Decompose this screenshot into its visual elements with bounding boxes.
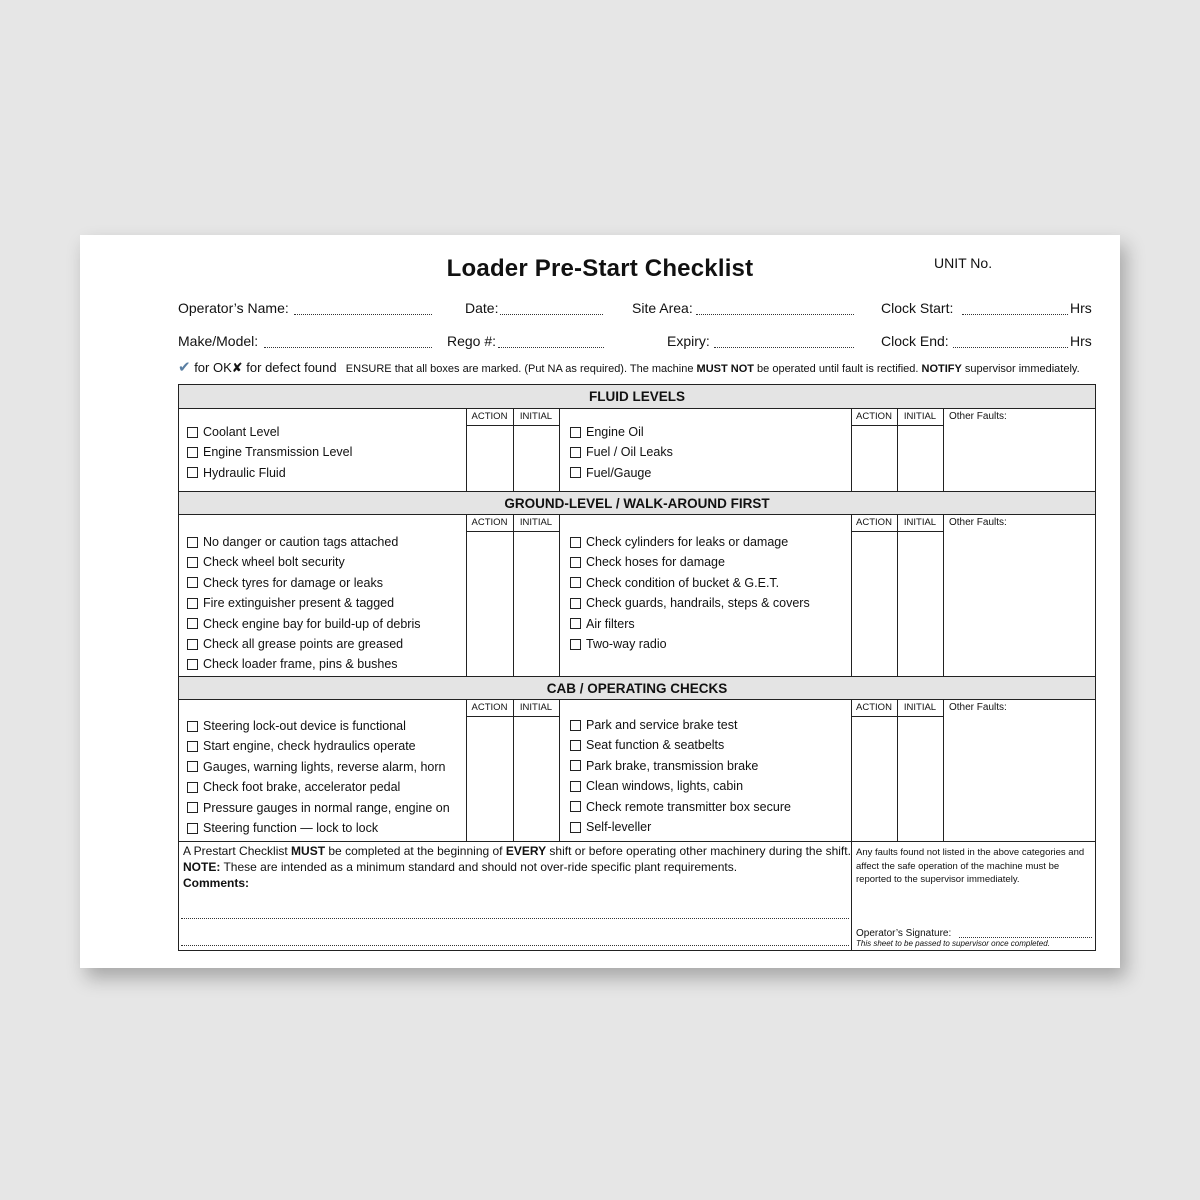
- checklist-item-label: Check engine bay for build-up of debris: [203, 616, 421, 631]
- initial-column-header: INITIAL: [903, 411, 937, 422]
- clock-start-label: Clock Start:: [881, 300, 954, 316]
- checklist-item-label: Check foot brake, accelerator pedal: [203, 780, 401, 795]
- cross-icon: ✘: [231, 360, 243, 375]
- checkbox-icon[interactable]: [187, 598, 198, 609]
- initial-column-header: INITIAL: [903, 517, 937, 528]
- column-divider: [513, 700, 514, 841]
- signature-field[interactable]: [959, 937, 1092, 938]
- checkbox-icon[interactable]: [570, 639, 581, 650]
- checklist-item[interactable]: [570, 718, 737, 732]
- checklist-table: [178, 384, 1096, 951]
- date-field[interactable]: [500, 314, 603, 315]
- action-column-header: ACTION: [856, 517, 892, 528]
- checkbox-icon[interactable]: [570, 557, 581, 568]
- checklist-item-label: Check cylinders for leaks or damage: [586, 535, 789, 549]
- checklist-item[interactable]: [570, 466, 651, 480]
- checklist-item[interactable]: [570, 445, 673, 459]
- rego-label: Rego #:: [447, 333, 497, 349]
- checklist-item-label: Air filters: [586, 616, 635, 631]
- checkbox-icon[interactable]: [187, 823, 198, 834]
- checklist-item-label: Park brake, transmission brake: [586, 758, 759, 773]
- site-area-field[interactable]: [696, 314, 854, 315]
- checklist-item[interactable]: [570, 637, 667, 651]
- checklist-item[interactable]: [570, 800, 791, 814]
- checkbox-icon[interactable]: [187, 618, 198, 629]
- checklist-item-label: No danger or caution tags attached: [203, 535, 399, 549]
- checkbox-icon[interactable]: [570, 447, 581, 458]
- checklist-item[interactable]: [570, 535, 788, 549]
- checkbox-icon[interactable]: [187, 467, 198, 478]
- checklist-item[interactable]: [187, 657, 398, 671]
- checklist-item-label: Hydraulic Fluid: [203, 465, 286, 480]
- checkbox-icon[interactable]: [187, 659, 198, 670]
- checklist-item-label: Seat function & seatbelts: [586, 738, 725, 753]
- other-faults-label: Other Faults:: [949, 702, 1007, 713]
- comments-line-1[interactable]: [181, 918, 849, 919]
- checkbox-icon[interactable]: [187, 537, 198, 548]
- checklist-item-label: Check tyres for damage or leaks: [203, 575, 383, 590]
- checklist-item-label: Check hoses for damage: [586, 555, 725, 570]
- other-faults-label: Other Faults:: [949, 411, 1007, 422]
- checklist-item[interactable]: [187, 739, 416, 753]
- checklist-item[interactable]: [570, 425, 644, 439]
- action-column-header: ACTION: [856, 411, 892, 422]
- column-divider: [559, 409, 560, 491]
- column-divider: [466, 700, 467, 841]
- checklist-item[interactable]: [187, 445, 352, 459]
- checkbox-icon[interactable]: [570, 598, 581, 609]
- clock-start-field[interactable]: [962, 314, 1068, 315]
- checkbox-icon[interactable]: [187, 721, 198, 732]
- checklist-item[interactable]: [187, 821, 378, 835]
- checklist-item[interactable]: [570, 738, 724, 752]
- checklist-item[interactable]: [187, 596, 394, 610]
- column-divider: [559, 700, 560, 841]
- checkbox-icon[interactable]: [570, 577, 581, 588]
- checklist-item[interactable]: [570, 576, 779, 590]
- column-divider: [559, 515, 560, 676]
- column-divider: [466, 515, 467, 676]
- checkbox-icon[interactable]: [187, 741, 198, 752]
- clock-end-label: Clock End:: [881, 333, 949, 349]
- checkbox-icon[interactable]: [187, 761, 198, 772]
- initial-column-header: INITIAL: [519, 517, 553, 528]
- checklist-item-label: Check loader frame, pins & bushes: [203, 657, 398, 672]
- checkbox-icon[interactable]: [570, 467, 581, 478]
- column-divider: [851, 700, 852, 841]
- checklist-item-label: Check condition of bucket & G.E.T.: [586, 575, 780, 590]
- checklist-item[interactable]: [187, 760, 445, 774]
- date-label: Date:: [465, 300, 499, 316]
- column-divider: [513, 515, 514, 676]
- checklist-item-label: Steering lock-out device is functional: [203, 719, 406, 733]
- other-faults-label: Other Faults:: [949, 517, 1007, 528]
- checkbox-icon[interactable]: [187, 639, 198, 650]
- checklist-item[interactable]: [187, 576, 383, 590]
- checkbox-icon[interactable]: [570, 740, 581, 751]
- checklist-item[interactable]: [187, 535, 398, 549]
- checklist-item-label: Check remote transmitter box secure: [586, 799, 791, 814]
- column-divider: [943, 700, 944, 841]
- checklist-item[interactable]: [570, 779, 743, 793]
- operator-name-field[interactable]: [294, 314, 432, 315]
- checkbox-icon[interactable]: [570, 427, 581, 438]
- checklist-item-label: Engine Transmission Level: [203, 445, 353, 460]
- checklist-item[interactable]: [187, 801, 450, 815]
- checklist-item[interactable]: [570, 617, 635, 631]
- column-header-underline: [851, 531, 943, 532]
- make-model-label: Make/Model:: [178, 333, 259, 349]
- rego-field[interactable]: [498, 347, 604, 348]
- checklist-item[interactable]: [187, 555, 345, 569]
- checklist-item[interactable]: [187, 466, 286, 480]
- checklist-item[interactable]: [570, 596, 810, 610]
- checklist-item[interactable]: [570, 820, 651, 834]
- checklist-item[interactable]: [187, 617, 421, 631]
- checkbox-icon[interactable]: [187, 447, 198, 458]
- comments-line-2[interactable]: [181, 945, 849, 946]
- site-area-label: Site Area:: [632, 300, 693, 316]
- footer-instructions: A Prestart Checklist MUST be completed at the beginning of EVERY shift or before operating other machinery during the shift. NOTE: These are intended as a minimum standard and should not over-ride specific plant requirements. Comments:: [183, 844, 851, 890]
- checklist-item-label: Fuel / Oil Leaks: [586, 445, 673, 460]
- checklist-item-label: Fuel/Gauge: [586, 465, 652, 480]
- column-header-underline: [466, 425, 559, 426]
- action-column-header: ACTION: [471, 702, 508, 713]
- column-header-underline: [851, 425, 943, 426]
- hrs-start-label: Hrs: [1070, 300, 1092, 316]
- checkbox-icon[interactable]: [570, 537, 581, 548]
- checkbox-icon[interactable]: [570, 781, 581, 792]
- checkbox-icon[interactable]: [570, 801, 581, 812]
- checklist-item[interactable]: [187, 425, 279, 439]
- footer-fault-note: Any faults found not listed in the above categories and affect the safe operation of the machine must be reported to the supervisor immediately.: [856, 847, 1085, 885]
- checkbox-icon[interactable]: [187, 782, 198, 793]
- instructions-line: ✔ for OK✘ for defect found ENSURE that all boxes are marked. (Put NA as required). The machine MUST NOT be operated until fault is rectified. NOTIFY supervisor immediately.: [178, 359, 1080, 376]
- section-header: GROUND-LEVEL / WALK-AROUND FIRST: [179, 491, 1095, 515]
- checkbox-icon[interactable]: [570, 760, 581, 771]
- checklist-item-label: Fire extinguisher present & tagged: [203, 596, 395, 611]
- checklist-item-label: Start engine, check hydraulics operate: [203, 739, 416, 754]
- signature-label: Operator’s Signature:: [856, 928, 952, 939]
- expiry-field[interactable]: [714, 347, 854, 348]
- checklist-item-label: Coolant Level: [203, 425, 280, 439]
- action-column-header: ACTION: [856, 702, 892, 713]
- initial-column-header: INITIAL: [519, 702, 553, 713]
- checkbox-icon[interactable]: [187, 557, 198, 568]
- expiry-label: Expiry:: [667, 333, 710, 349]
- checkbox-icon[interactable]: [570, 822, 581, 833]
- checkbox-icon[interactable]: [187, 427, 198, 438]
- column-divider: [897, 515, 898, 676]
- checklist-item-label: Two-way radio: [586, 637, 667, 651]
- checklist-item[interactable]: [187, 719, 406, 733]
- comments-label: Comments:: [183, 876, 250, 890]
- checklist-item-label: Clean windows, lights, cabin: [586, 779, 744, 794]
- checklist-item-label: Steering function — lock to lock: [203, 821, 379, 835]
- action-column-header: ACTION: [471, 517, 508, 528]
- checklist-item-label: Self-leveller: [586, 820, 652, 834]
- sheet-note: This sheet to be passed to supervisor once completed.: [856, 939, 1050, 948]
- checklist-item-label: Pressure gauges in normal range, engine on: [203, 800, 450, 815]
- initial-column-header: INITIAL: [519, 411, 553, 422]
- checklist-item-label: Check wheel bolt security: [203, 555, 345, 570]
- checklist-item[interactable]: [570, 555, 725, 569]
- clock-end-field[interactable]: [953, 347, 1068, 348]
- column-header-underline: [466, 531, 559, 532]
- unit-number-label: UNIT No.: [934, 255, 993, 271]
- make-model-field[interactable]: [264, 347, 432, 348]
- column-divider: [897, 700, 898, 841]
- tick-icon: ✔: [178, 359, 191, 376]
- action-column-header: ACTION: [471, 411, 508, 422]
- operator-name-label: Operator’s Name:: [178, 300, 289, 316]
- hrs-end-label: Hrs: [1070, 333, 1092, 349]
- checklist-item-label: Engine Oil: [586, 425, 644, 439]
- column-divider: [943, 515, 944, 676]
- checkbox-icon[interactable]: [187, 577, 198, 588]
- checklist-item-label: Gauges, warning lights, reverse alarm, horn: [203, 759, 446, 774]
- footer-divider: [179, 841, 1095, 842]
- column-divider: [943, 409, 944, 491]
- section-header: FLUID LEVELS: [179, 385, 1095, 409]
- checklist-item-label: Park and service brake test: [586, 718, 738, 732]
- column-header-underline: [851, 716, 943, 717]
- page-title: Loader Pre-Start Checklist: [446, 255, 754, 282]
- section-header: CAB / OPERATING CHECKS: [179, 676, 1095, 700]
- checkbox-icon[interactable]: [570, 618, 581, 629]
- checklist-item[interactable]: [187, 780, 400, 794]
- column-divider: [851, 515, 852, 676]
- checkbox-icon[interactable]: [570, 720, 581, 731]
- checklist-item-label: Check guards, handrails, steps & covers: [586, 596, 810, 611]
- checklist-item[interactable]: [187, 637, 403, 651]
- initial-column-header: INITIAL: [903, 702, 937, 713]
- checklist-item[interactable]: [570, 759, 758, 773]
- column-header-underline: [466, 716, 559, 717]
- checklist-item-label: Check all grease points are greased: [203, 637, 404, 651]
- checkbox-icon[interactable]: [187, 802, 198, 813]
